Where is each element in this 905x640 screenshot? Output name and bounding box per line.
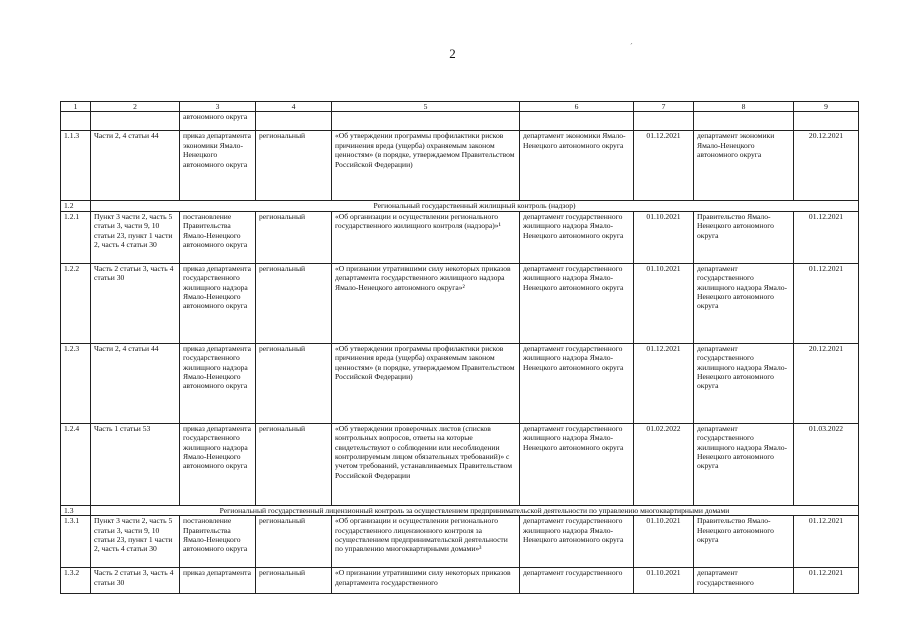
table-cell-col-3: автономного округа	[180, 112, 256, 131]
table-cell-col-8: департамент государственного жилищного надзора Ямало-Ненецкого автономного округа	[694, 423, 794, 505]
table-cell-col-1: 1.3.2	[61, 568, 91, 594]
section-number: 1.2	[61, 201, 91, 211]
table-cell-col-1: 1.2.4	[61, 423, 91, 505]
table-row	[61, 131, 859, 201]
table-cell-col-6: департамент государственного жилищного надзора Ямало-Ненецкого автономного округа	[520, 263, 634, 343]
header-col-1: 1	[61, 102, 91, 112]
table-cell-col-5: «Об утверждении программы профилактики рисков причинения вреда (ущерба) охраняемым законом ценностям» (в порядке, утверждаемом Правительством Российской Федерации)	[332, 131, 520, 201]
table-cell-col-9: 01.03.2022	[794, 423, 859, 505]
table-row	[61, 516, 859, 568]
table-body	[61, 112, 859, 594]
table-row	[61, 263, 859, 343]
table-cell-col-8: Правительство Ямало-Ненецкого автономного округа	[694, 516, 794, 568]
table-cell-col-3: приказ департамента государственного жилищного надзора Ямало-Ненецкого автономного округа	[180, 343, 256, 423]
table-cell-col-7: 01.10.2021	[634, 568, 694, 594]
table-cell-col-3: приказ департамента экономики Ямало-Ненецкого автономного округа	[180, 131, 256, 201]
table-cell-col-8: департамент государственного	[694, 568, 794, 594]
header-col-4: 4	[256, 102, 332, 112]
table-cell-col-3: приказ департамента	[180, 568, 256, 594]
header-col-3: 3	[180, 102, 256, 112]
table-cell-col-2: Часть 2 статьи 3, часть 4 статьи 30	[91, 263, 180, 343]
table-cell-col-9: 01.12.2021	[794, 263, 859, 343]
table-cell-col-4: региональный	[256, 568, 332, 594]
section-row	[61, 201, 859, 211]
table-row	[61, 343, 859, 423]
plan-table	[60, 101, 859, 594]
table-cell-col-5	[332, 112, 520, 131]
table-cell-col-5: «О признании утратившими силу некоторых приказов департамента государственного жилищного надзора Ямало-Ненецкого автономного округа»²	[332, 263, 520, 343]
table-cell-col-6: департамент государственного жилищного надзора Ямало-Ненецкого автономного округа	[520, 343, 634, 423]
table-cell-col-4: региональный	[256, 343, 332, 423]
table-cell-col-4: региональный	[256, 131, 332, 201]
table-cell-col-2	[91, 112, 180, 131]
table-cell-col-5: «Об утверждении программы профилактики рисков причинения вреда (ущерба) охраняемым законом ценностям» (в порядке, утверждаемом Правительством Российской Федерации)	[332, 343, 520, 423]
table-cell-col-9: 01.12.2021	[794, 516, 859, 568]
table-cell-col-2: Части 2, 4 статьи 44	[91, 131, 180, 201]
table-cell-col-9: 01.12.2021	[794, 211, 859, 263]
table-cell-col-6: департамент государственного жилищного надзора Ямало-Ненецкого автономного округа	[520, 516, 634, 568]
header-col-5: 5	[332, 102, 520, 112]
table-cell-col-7: 01.12.2021	[634, 343, 694, 423]
table-cell-col-7: 01.10.2021	[634, 211, 694, 263]
section-title: Региональный государственный лицензионный контроль за осуществлением предпринимательской деятельности по управлению многоквартирными домами	[91, 505, 859, 515]
table-cell-col-1: 1.2.1	[61, 211, 91, 263]
table-cell-col-1: 1.3.1	[61, 516, 91, 568]
table-cell-col-3: постановление Правительства Ямало-Ненецкого автономного округа	[180, 211, 256, 263]
table-cell-col-1: 1.1.3	[61, 131, 91, 201]
header-col-2: 2	[91, 102, 180, 112]
table-cell-col-4: региональный	[256, 423, 332, 505]
header-col-9: 9	[794, 102, 859, 112]
table-cell-col-2: Пункт 3 части 2, часть 5 статьи 3, части 9, 10 статьи 23, пункт 1 части 2, часть 4 статьи 30	[91, 211, 180, 263]
table-cell-col-1: 1.2.2	[61, 263, 91, 343]
table-cell-col-8	[694, 112, 794, 131]
table-cell-col-7: 01.10.2021	[634, 263, 694, 343]
table-cell-col-9: 01.12.2021	[794, 568, 859, 594]
header-col-8: 8	[694, 102, 794, 112]
table-cell-col-8: департамент государственного жилищного надзора Ямало-Ненецкого автономного округа	[694, 263, 794, 343]
table-cell-col-2: Часть 2 статьи 3, часть 4 статьи 30	[91, 568, 180, 594]
table-cell-col-2: Части 2, 4 статьи 44	[91, 343, 180, 423]
section-title: Региональный государственный жилищный контроль (надзор)	[91, 201, 859, 211]
table-cell-col-5: «О признании утратившими силу некоторых приказов департамента государственного	[332, 568, 520, 594]
table-cell-col-6: департамент экономики Ямало-Ненецкого автономного округа	[520, 131, 634, 201]
table-cell-col-8: Правительство Ямало-Ненецкого автономного округа	[694, 211, 794, 263]
table-cell-col-2: Часть 1 статьи 53	[91, 423, 180, 505]
scan-speck: ´	[630, 42, 633, 51]
table-cell-col-8: департамент экономики Ямало-Ненецкого автономного округа	[694, 131, 794, 201]
table-cell-col-9: 20.12.2021	[794, 343, 859, 423]
table-cell-col-7	[634, 112, 694, 131]
table-cell-col-3: приказ департамента государственного жилищного надзора Ямало-Ненецкого автономного округа	[180, 263, 256, 343]
table-cell-col-1	[61, 112, 91, 131]
header-col-7: 7	[634, 102, 694, 112]
table-row	[61, 112, 859, 131]
section-row	[61, 505, 859, 515]
table-cell-col-5: «Об организации и осуществлении регионального государственного жилищного контроля (надзора)»¹	[332, 211, 520, 263]
table-cell-col-5: «Об организации и осуществлении регионального государственного лицензионного контроля за осуществлением предпринимательской деятельности по управлению многоквартирными домами»³	[332, 516, 520, 568]
table-cell-col-6: департамент государственного жилищного надзора Ямало-Ненецкого автономного округа	[520, 211, 634, 263]
table-row	[61, 211, 859, 263]
table-cell-col-4: региональный	[256, 263, 332, 343]
page-number: 2	[449, 46, 456, 61]
table-cell-col-4: региональный	[256, 516, 332, 568]
header-col-6: 6	[520, 102, 634, 112]
table-cell-col-6: департамент государственного жилищного надзора Ямало-Ненецкого автономного округа	[520, 423, 634, 505]
table-cell-col-7: 01.12.2021	[634, 131, 694, 201]
table-cell-col-7: 01.02.2022	[634, 423, 694, 505]
table-cell-col-4	[256, 112, 332, 131]
table-cell-col-8: департамент государственного жилищного надзора Ямало-Ненецкого автономного округа	[694, 343, 794, 423]
table-header-row	[61, 102, 859, 112]
table-cell-col-3: постановление Правительства Ямало-Ненецкого автономного округа	[180, 516, 256, 568]
table-cell-col-9: 20.12.2021	[794, 131, 859, 201]
table-row	[61, 423, 859, 505]
table-cell-col-9	[794, 112, 859, 131]
table-cell-col-6	[520, 112, 634, 131]
section-number: 1.3	[61, 505, 91, 515]
table-cell-col-2: Пункт 3 части 2, часть 5 статьи 3, части 9, 10 статьи 23, пункт 1 части 2, часть 4 статьи 30	[91, 516, 180, 568]
table-cell-col-5: «Об утверждении проверочных листов (списков контрольных вопросов, ответы на которые свидетельствуют о соблюдении или несоблюдении контролируемым лицом обязательных требований)» с учетом требований, устанавливаемых Правительством Российской Федерации	[332, 423, 520, 505]
table-row	[61, 568, 859, 594]
table-cell-col-4: региональный	[256, 211, 332, 263]
table-cell-col-1: 1.2.3	[61, 343, 91, 423]
table-cell-col-3: приказ департамента государственного жилищного надзора Ямало-Ненецкого автономного округа	[180, 423, 256, 505]
table-cell-col-7: 01.10.2021	[634, 516, 694, 568]
table-cell-col-6: департамент государственного	[520, 568, 634, 594]
